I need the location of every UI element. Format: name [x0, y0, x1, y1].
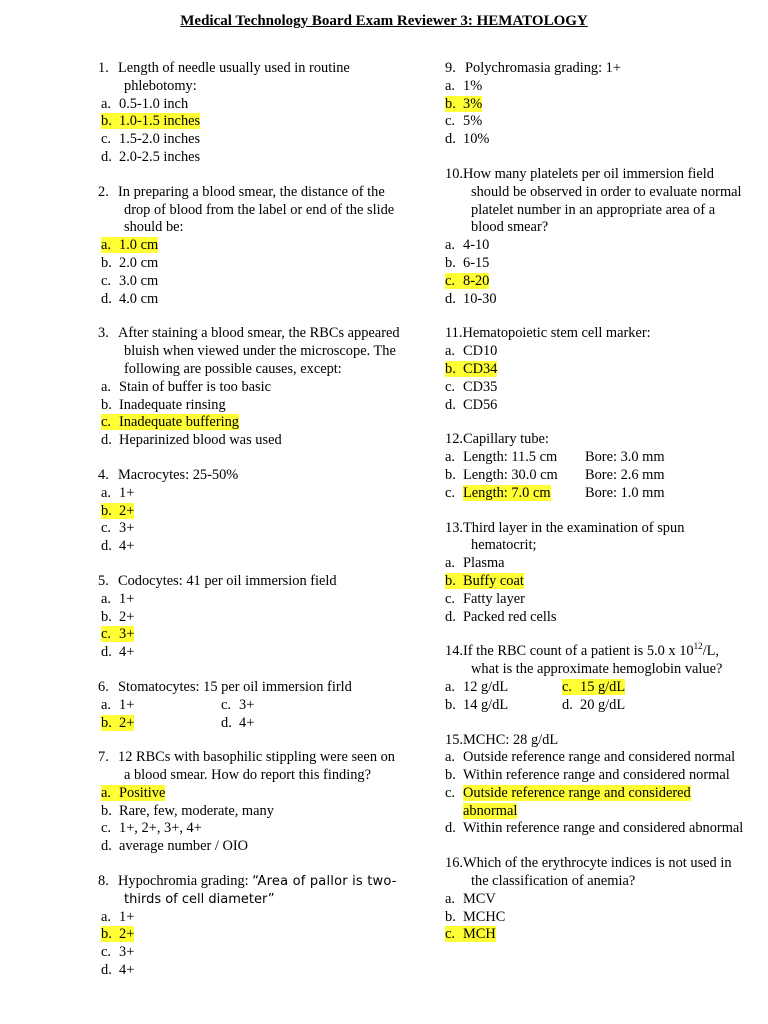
option-a[interactable]: a. Stain of buffer is too basic	[101, 378, 272, 395]
question-15	[445, 732, 765, 839]
option-d[interactable]: d. CD56	[445, 396, 498, 413]
option-d[interactable]: d. 10%	[445, 131, 490, 148]
option-c[interactable]: c. 8-20	[445, 272, 490, 289]
option-c[interactable]: c. 15 g/dL	[562, 678, 626, 695]
question-text-cont: thirds of cell diameter”	[124, 891, 275, 907]
option-c[interactable]: c. 1+, 2+, 3+, 4+	[101, 820, 202, 837]
option-a[interactable]: a. 4-10	[445, 237, 490, 254]
question-text: 1. Length of needle usually used in routine	[98, 60, 350, 76]
question-text-cont: what is the approximate hemoglobin value?	[471, 661, 723, 678]
option-b[interactable]: b. Within reference range and considered normal	[445, 767, 730, 784]
option-d[interactable]: d. 4+	[221, 714, 255, 731]
option-b[interactable]: b. 2+	[101, 502, 135, 519]
option-a[interactable]: a. 0.5-1.0 inch	[101, 95, 189, 112]
option-b[interactable]: b. Buffy coat	[445, 572, 524, 589]
question-16	[445, 855, 765, 944]
question-text: 9. Polychromasia grading: 1+	[445, 60, 621, 76]
option-c[interactable]: c. Inadequate buffering	[101, 414, 240, 431]
question-text: 11.Hematopoietic stem cell marker:	[445, 325, 651, 342]
option-a[interactable]: a. 1.0 cm	[101, 237, 159, 254]
option-b[interactable]: b. 2+	[101, 608, 135, 625]
option-c[interactable]: c. CD35	[445, 378, 498, 395]
option-b[interactable]: b. 3%	[445, 95, 483, 112]
option-c[interactable]: c. 5%	[445, 113, 483, 130]
question-text: 5. Codocytes: 41 per oil immersion field	[98, 572, 337, 589]
option-d[interactable]: d. 4+	[101, 644, 135, 661]
option-d[interactable]: d. 10-30	[445, 290, 497, 307]
question-text-cont: drop of blood from the label or end of the slide	[124, 201, 395, 218]
option-c[interactable]: c. 3+	[101, 520, 135, 537]
question-6	[98, 679, 418, 732]
left-column	[98, 60, 418, 997]
question-text: 16.Which of the erythrocyte indices is not used in	[445, 855, 732, 872]
right-column	[445, 60, 765, 961]
question-3	[98, 325, 418, 450]
question-text-cont: following are possible causes, except:	[124, 360, 342, 377]
option-b[interactable]: b. 2.0 cm	[101, 254, 159, 271]
question-13	[445, 520, 765, 627]
question-text: 10.How many platelets per oil immersion field	[445, 165, 714, 182]
question-text-cont: a blood smear. How do report this finding?	[124, 767, 371, 784]
question-2	[98, 184, 418, 309]
option-a[interactable]: a. Plasma	[445, 555, 505, 572]
question-text-cont: phlebotomy:	[124, 77, 197, 94]
option-b[interactable]: b. 2+	[101, 714, 135, 731]
question-11	[445, 325, 765, 414]
option-b[interactable]: b. CD34	[445, 360, 498, 377]
option-a[interactable]: a. CD10	[445, 343, 498, 360]
option-d[interactable]: d. 4+	[101, 962, 135, 979]
option-b[interactable]: b. Inadequate rinsing	[101, 396, 226, 413]
question-text: 2. In preparing a blood smear, the distance of the	[98, 183, 385, 200]
option-d[interactable]: d. Within reference range and considered abnormal	[445, 820, 744, 837]
option-a[interactable]: a. 1+	[101, 696, 135, 713]
question-text-cont: bluish when viewed under the microscope. The	[124, 343, 396, 360]
question-text: 14.If the RBC count of a patient is 5.0 x $10^{12}/L$,	[445, 641, 719, 660]
option-d[interactable]: d. 20 g/dL	[562, 696, 626, 713]
option-d[interactable]: d. Heparinized blood was used	[101, 432, 282, 449]
option-d[interactable]: d. 4.0 cm	[101, 290, 159, 307]
option-b[interactable]: b. 2+	[101, 926, 135, 943]
question-text: 8. Hypochromia grading: “Area of pallor is two-	[98, 873, 397, 890]
question-text: 6. Stomatocytes: 15 per oil immersion firld	[98, 678, 352, 695]
option-c[interactable]: c. Fatty layer	[445, 590, 525, 607]
question-8	[98, 873, 418, 980]
option-a[interactable]: a. Length: 11.5 cm Bore: 3.0 mm	[445, 449, 665, 466]
option-b[interactable]: b. Rare, few, moderate, many	[101, 802, 274, 819]
option-d[interactable]: d. Packed red cells	[445, 608, 557, 625]
question-text: 4. Macrocytes: 25-50%	[98, 466, 239, 483]
question-text-cont: platelet number in an appropriate area of a	[471, 201, 716, 218]
option-a[interactable]: a. 1%	[445, 77, 483, 94]
question-text-cont: hematocrit;	[471, 537, 537, 554]
question-text: 15.MCHC: 28 g/dL	[445, 731, 559, 748]
option-c[interactable]: c. 3+	[101, 626, 135, 643]
option-c-cont: abnormal	[463, 802, 518, 819]
option-d[interactable]: d. 2.0-2.5 inches	[101, 148, 201, 165]
option-a[interactable]: a. 1+	[101, 590, 135, 607]
question-4	[98, 467, 418, 556]
option-c[interactable]: c. 3+	[101, 944, 135, 961]
option-c[interactable]: c. MCH	[445, 926, 496, 943]
option-d[interactable]: d. 4+	[101, 538, 135, 555]
option-a[interactable]: a. 1+	[101, 484, 135, 501]
question-10	[445, 166, 765, 308]
question-text-cont: blood smear?	[471, 219, 549, 236]
option-b[interactable]: b. Length: 30.0 cm Bore: 2.6 mm	[445, 466, 665, 483]
question-text: 7. 12 RBCs with basophilic stippling were seen on	[98, 749, 395, 766]
option-c[interactable]: c. Length: 7.0 cm Bore: 1.0 mm	[445, 484, 665, 501]
option-c[interactable]: c. 3.0 cm	[101, 272, 159, 289]
option-a[interactable]: a. Positive	[101, 784, 166, 801]
option-c[interactable]: c. 3+	[221, 696, 255, 713]
question-text: 13.Third layer in the examination of spun	[445, 519, 685, 536]
option-d[interactable]: d. average number / OIO	[101, 838, 249, 855]
question-14	[445, 643, 765, 714]
option-a[interactable]: a. Outside reference range and considered normal	[445, 749, 736, 766]
option-a[interactable]: a. 1+	[101, 908, 135, 925]
question-text: 12.Capillary tube:	[445, 431, 549, 448]
option-b[interactable]: b. 6-15	[445, 254, 490, 271]
question-9	[445, 60, 765, 149]
question-5	[98, 573, 418, 662]
option-c[interactable]: c. Outside reference range and considered	[445, 784, 691, 801]
question-1	[98, 60, 418, 167]
option-b[interactable]: b. 1.0-1.5 inches	[101, 113, 201, 130]
option-b[interactable]: b. MCHC	[445, 908, 506, 925]
option-a[interactable]: a. 12 g/dL	[445, 678, 509, 695]
option-a[interactable]: a. MCV	[445, 890, 496, 907]
question-text: 3. After staining a blood smear, the RBCs appeared	[98, 325, 400, 342]
question-text-cont: should be:	[124, 219, 184, 236]
question-12	[445, 431, 765, 502]
page-title: Medical Technology Board Exam Reviewer 3: HEMATOLOGY	[180, 13, 588, 29]
question-text-cont: should be observed in order to evaluate normal	[471, 183, 742, 200]
question-text-cont: the classification of anemia?	[471, 873, 636, 890]
question-7	[98, 749, 418, 856]
option-b[interactable]: b. 14 g/dL	[445, 696, 509, 713]
option-c[interactable]: c. 1.5-2.0 inches	[101, 131, 201, 148]
